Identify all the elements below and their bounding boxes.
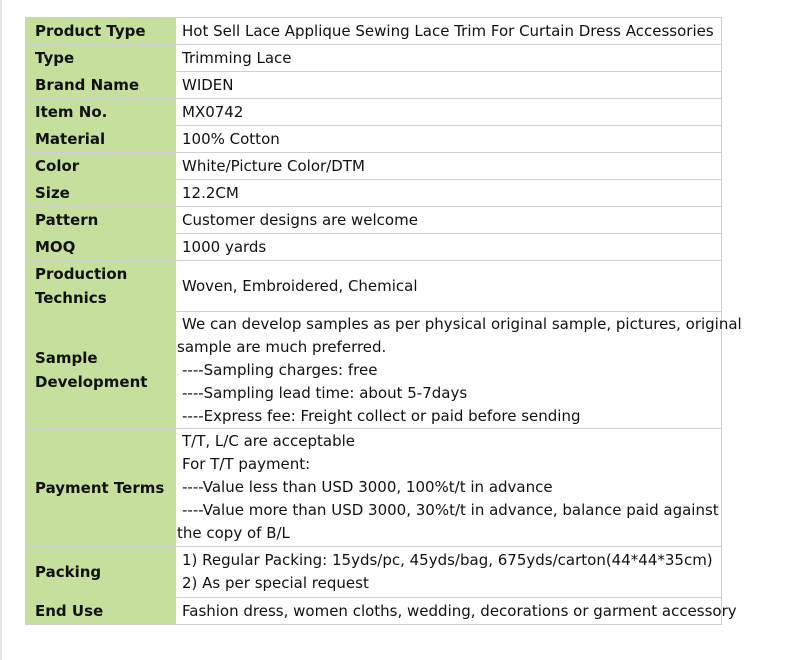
- spec-label: MOQ: [26, 234, 176, 261]
- spec-value: Trimming Lace: [176, 45, 722, 72]
- spec-label: Product Type: [26, 18, 176, 45]
- spec-value: MX0742: [176, 99, 722, 126]
- spec-value: Fashion dress, women cloths, wedding, decorations or garment accessory: [176, 598, 722, 625]
- table-row: [26, 261, 722, 312]
- table-row: [26, 234, 722, 261]
- spec-label: Packing: [26, 547, 176, 598]
- spec-label: Payment Terms: [26, 429, 176, 547]
- spec-label: Sample Development: [26, 312, 176, 429]
- spec-label: Production Technics: [26, 261, 176, 312]
- table-row: [26, 429, 722, 547]
- spec-value: 12.2CM: [176, 180, 722, 207]
- table-row: [26, 18, 722, 45]
- spec-label: Size: [26, 180, 176, 207]
- spec-value: 1) Regular Packing: 15yds/pc, 45yds/bag, 675yds/carton(44*44*35cm) 2) As per special request: [176, 547, 722, 598]
- table-row: [26, 180, 722, 207]
- spec-label: Pattern: [26, 207, 176, 234]
- product-spec-table: [25, 17, 742, 625]
- spec-value: White/Picture Color/DTM: [176, 153, 722, 180]
- table-row: [26, 72, 722, 99]
- spec-label: Brand Name: [26, 72, 176, 99]
- spec-label: Material: [26, 126, 176, 153]
- spec-value: T/T, L/C are acceptable For T/T payment: ----Value less than USD 3000, 100%t/t in advance ----Value more than USD 3000, 30%t/t in advance, balance paid against the copy of B/L: [176, 429, 722, 547]
- spec-value: 100% Cotton: [176, 126, 722, 153]
- table-row: [26, 207, 722, 234]
- window-left-edge: [0, 0, 2, 660]
- table-row: [26, 45, 722, 72]
- spec-value: WIDEN: [176, 72, 722, 99]
- table-row: [26, 126, 722, 153]
- spec-value: Hot Sell Lace Applique Sewing Lace Trim For Curtain Dress Accessories: [176, 18, 722, 45]
- spec-value: Customer designs are welcome: [176, 207, 722, 234]
- table-row: [26, 99, 722, 126]
- spec-label: Item No.: [26, 99, 176, 126]
- table-row: [26, 598, 722, 625]
- spec-value: We can develop samples as per physical original sample, pictures, original sample are much preferred. ----Sampling charges: free ----Sampling lead time: about 5-7days ----Express fee: Freight collect or paid before sending: [176, 312, 722, 429]
- spec-label: Color: [26, 153, 176, 180]
- table-row: [26, 153, 722, 180]
- table-row: [26, 547, 722, 598]
- spec-value: Woven, Embroidered, Chemical: [176, 261, 722, 312]
- table-row: [26, 312, 722, 429]
- spec-value: 1000 yards: [176, 234, 722, 261]
- spec-label: Type: [26, 45, 176, 72]
- spec-label: End Use: [26, 598, 176, 625]
